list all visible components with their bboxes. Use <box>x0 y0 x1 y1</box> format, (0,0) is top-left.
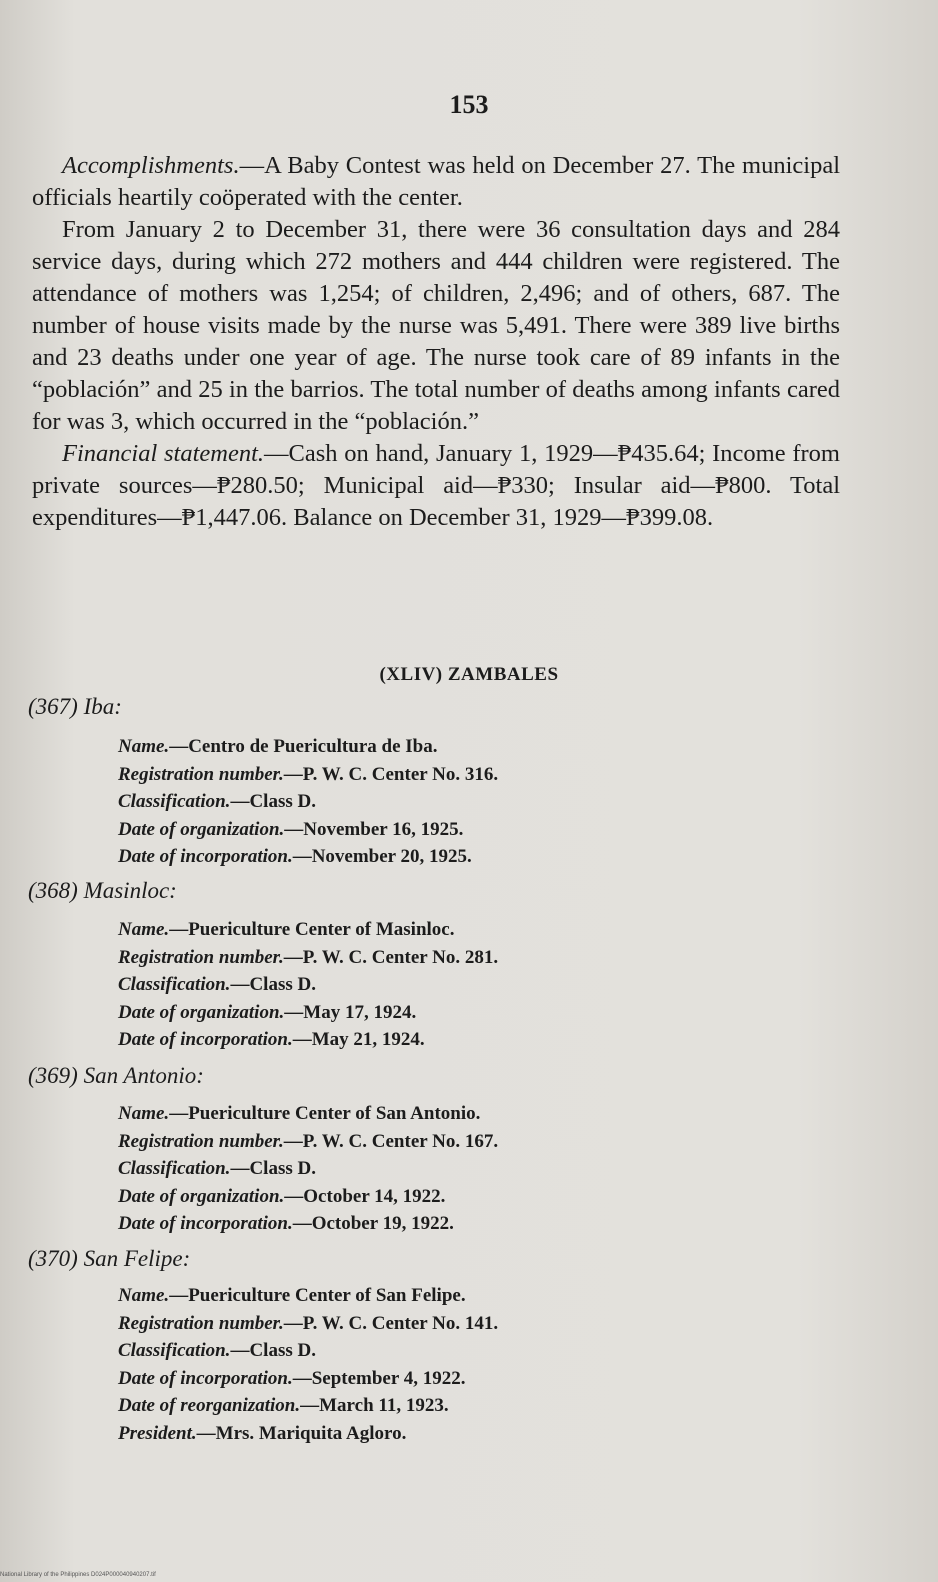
field-name <box>118 733 858 761</box>
report-body <box>32 150 840 534</box>
field-date-of-incorporation <box>118 843 858 871</box>
field-date-of-organization <box>118 1183 858 1211</box>
paragraph-text: —Cash on hand, January 1, 1929—₱435.64; Income from private sources—₱280.50; Municipal aid—₱330; Insular aid—₱800. Total expenditures—₱1,447.06. Balance on December 31, 1929—₱399.08. <box>32 440 840 531</box>
field-label: Registration number. <box>118 1130 284 1152</box>
field-date-of-incorporation <box>118 1026 858 1054</box>
field-classification <box>118 971 858 999</box>
paragraph-lead: Financial statement. <box>62 440 265 467</box>
field-label: Registration number. <box>118 946 284 968</box>
field-value: —Class D. <box>230 1340 316 1361</box>
financial-paragraph <box>32 438 840 534</box>
field-label: Classification. <box>118 974 231 995</box>
field-president <box>118 1420 858 1448</box>
field-date-of-organization <box>118 999 858 1027</box>
field-label: Date of incorporation. <box>118 846 293 867</box>
entry-heading-masinloc: (368) Masinloc: <box>28 878 177 903</box>
entry-fields-san-felipe <box>118 1282 858 1447</box>
field-label: Date of incorporation. <box>118 1367 293 1389</box>
section-heading: (XLIV) ZAMBALES <box>379 664 559 685</box>
field-value: —P. W. C. Center No. 316. <box>283 763 499 785</box>
entry-fields-san-antonio <box>118 1100 858 1238</box>
field-value: —Class D. <box>230 974 316 995</box>
field-date-of-organization <box>118 816 858 844</box>
field-value: —November 20, 1925. <box>292 846 472 867</box>
field-label: Name. <box>118 736 170 757</box>
entry-heading-san-antonio: (369) San Antonio: <box>28 1063 204 1088</box>
field-value: —October 14, 1922. <box>284 1185 446 1207</box>
field-value: —Class D. <box>230 1158 316 1179</box>
field-label: Registration number. <box>118 763 284 785</box>
accomplishments-paragraph <box>32 150 840 214</box>
field-value: —Puericulture Center of Masinloc. <box>169 919 455 940</box>
field-label: Date of organization. <box>118 818 285 840</box>
field-label: Date of incorporation. <box>118 1029 293 1050</box>
field-classification <box>118 1337 858 1365</box>
field-label: Date of incorporation. <box>118 1213 293 1234</box>
field-registration-number <box>118 1128 858 1156</box>
paragraph-text: From January 2 to December 31, there were 36 consultation days and 284 service days, during which 272 mothers and 444 children were registered. The attendance of mothers was 1,254; of children, 2,496; and of others, 687. The number of house visits made by the nurse was 5,491. There were 389 live births and 23 deaths under one year of age. The nurse took care of 89 infants in the “población” and 25 in the barrios. The total number of deaths among infants cared for was 3, which occurred in the “población.” <box>32 216 840 435</box>
paragraph-lead: Accomplishments. <box>62 152 240 179</box>
entry-fields-iba <box>118 733 858 871</box>
paragraph-text: —A Baby Contest was held on December 27. The municipal officials heartily coöperated with the center. <box>32 152 840 211</box>
field-label: Classification. <box>118 1340 231 1361</box>
field-registration-number <box>118 1310 858 1338</box>
field-value: —September 4, 1922. <box>292 1367 466 1389</box>
field-value: —Puericulture Center of San Antonio. <box>169 1103 481 1124</box>
field-classification <box>118 1155 858 1183</box>
field-label: Classification. <box>118 791 231 812</box>
field-label: Name. <box>118 919 170 940</box>
field-label: Name. <box>118 1285 170 1306</box>
field-value: —Mrs. Mariquita Agloro. <box>196 1422 407 1444</box>
field-label: Registration number. <box>118 1312 284 1334</box>
field-registration-number <box>118 761 858 789</box>
field-value: —P. W. C. Center No. 167. <box>283 1130 499 1152</box>
field-label: Classification. <box>118 1158 231 1179</box>
field-value: —P. W. C. Center No. 281. <box>283 946 499 968</box>
entry-heading-san-felipe: (370) San Felipe: <box>28 1246 191 1271</box>
field-registration-number <box>118 944 858 972</box>
page-number: 153 <box>449 90 489 119</box>
field-value: —May 17, 1924. <box>284 1001 417 1023</box>
field-date-of-incorporation <box>118 1210 858 1238</box>
field-value: —March 11, 1923. <box>300 1395 449 1416</box>
scan-footer-caption: National Library of the Philippines D024P000040940207.tif <box>0 1572 156 1578</box>
field-name <box>118 1282 858 1310</box>
field-value: —May 21, 1924. <box>292 1029 425 1050</box>
field-value: —P. W. C. Center No. 141. <box>283 1312 499 1334</box>
field-date-of-reorganization <box>118 1392 858 1420</box>
entry-fields-masinloc <box>118 916 858 1054</box>
field-label: Date of organization. <box>118 1001 285 1023</box>
field-date-of-incorporation <box>118 1365 858 1393</box>
field-value: —Class D. <box>230 791 316 812</box>
field-value: —Centro de Puericultura de Iba. <box>169 736 438 757</box>
field-label: President. <box>118 1422 197 1444</box>
field-label: Name. <box>118 1103 170 1124</box>
entry-heading-iba: (367) Iba: <box>28 694 122 719</box>
field-value: —Puericulture Center of San Felipe. <box>169 1285 466 1306</box>
field-classification <box>118 788 858 816</box>
field-value: —October 19, 1922. <box>292 1213 454 1234</box>
field-label: Date of reorganization. <box>118 1395 301 1416</box>
field-label: Date of organization. <box>118 1185 285 1207</box>
field-name <box>118 1100 858 1128</box>
field-value: —November 16, 1925. <box>284 818 464 840</box>
statistics-paragraph <box>32 214 840 438</box>
field-name <box>118 916 858 944</box>
